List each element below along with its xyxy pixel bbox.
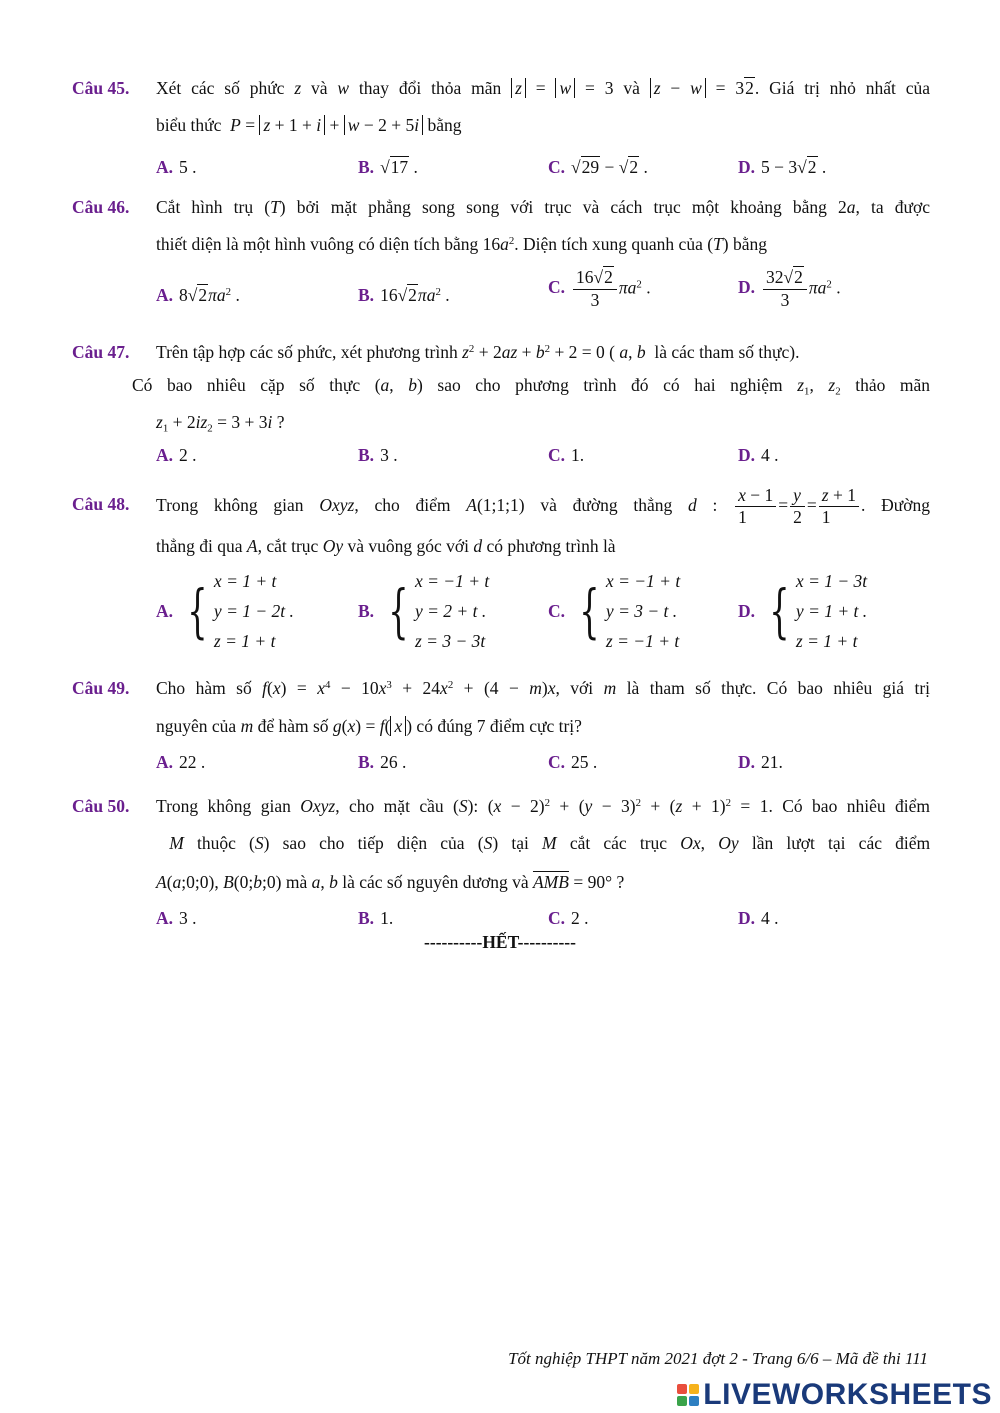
question-number: Câu 48. <box>72 494 130 514</box>
answer-option-c[interactable]: C. 1. <box>548 445 585 465</box>
question-stem: Trong không gian Oxyz, cho mặt cầu (S): $(x - 2)^2 + (y - 3)^2 + (z + 1)^2 = 1$. Có bao nhiêu điểm <box>156 796 931 816</box>
answer-option-a[interactable]: A. 3 . <box>156 908 197 928</box>
answer-option-c[interactable]: C. 2 . <box>548 908 589 928</box>
question-stem-line2: Có bao nhiêu cặp số thực (a, b) sao cho phương trình đó có hai nghiệm $z_1$, $z_2$ thảo mãn <box>132 375 931 398</box>
answer-option-b[interactable]: B. 26 . <box>358 752 407 772</box>
liveworksheets-logo <box>677 1378 992 1412</box>
answer-option-a[interactable]: A. 22 . <box>156 752 206 772</box>
question-stem-line2: M thuộc (S) sao cho tiếp diện của (S) tại M cắt các trục Ox, Oy lần lượt tại các điểm <box>169 833 931 853</box>
answer-option-c[interactable]: C. { x = −1 + t y = 3 − t . z = −1 + t <box>548 571 681 651</box>
question-number: Câu 46. <box>72 197 130 217</box>
answer-option-b[interactable]: B. 1. <box>358 908 394 928</box>
answer-option-a[interactable]: A. 2 . <box>156 445 197 465</box>
answer-option-c[interactable]: C. √29 − √2 . <box>548 157 648 177</box>
page-footer: Tốt nghiệp THPT năm 2021 đợt 2 - Trang 6/6 – Mã đề thi 111 <box>508 1349 928 1368</box>
question-number: Câu 45. <box>72 78 130 98</box>
answer-option-b[interactable]: B. √17 . <box>358 157 418 177</box>
answer-option-a[interactable]: A. { x = 1 + t y = 1 − 2t . z = 1 + t <box>156 571 294 651</box>
answer-option-a[interactable]: A. $8√2\pi a^2$ . <box>156 285 240 305</box>
question-stem: Trong không gian Oxyz, cho điểm A(1;1;1) và đường thẳng d : $\frac{x - 1}{1}$ = $\frac{y}{2}$ = $\frac{z + 1}{1}$ . Đường <box>156 484 930 528</box>
answer-option-d[interactable]: D. { x = 1 − 3t y = 1 + t . z = 1 + t <box>738 571 868 651</box>
answer-option-b[interactable]: B. 3 . <box>358 445 398 465</box>
question-stem-line3: A(a;0;0), B(0;b;0) mà a, b là các số nguyên dương và $\overline{AMB} = 90^\circ$ ? <box>156 872 625 892</box>
answer-option-d[interactable]: D. 21. <box>738 752 783 772</box>
logo-text: LIVEWORKSHEETS <box>703 1378 992 1411</box>
answer-option-c[interactable]: C. $\frac{16√2}{3}$ $\pi a^2$ . <box>548 267 651 310</box>
answer-option-d[interactable]: D. 4 . <box>738 445 779 465</box>
answer-option-a[interactable]: A. 5 . <box>156 157 197 177</box>
end-marker: ----------HẾT---------- <box>424 932 576 952</box>
question-stem-line3: $z_1 + 2iz_2 = 3 + 3i$ ? <box>156 412 285 435</box>
question-number: Câu 50. <box>72 796 130 816</box>
answer-option-d[interactable]: D. 4 . <box>738 908 779 928</box>
question-stem-line2: biểu thức P = z + 1 + i + w − 2 + 5i bằng <box>156 115 462 135</box>
question-number: Câu 47. <box>72 342 130 362</box>
question-number: Câu 49. <box>72 678 130 698</box>
answer-option-d[interactable]: D. 5 − 3√2 . <box>738 157 827 177</box>
question-stem: Cho hàm số $f(x) = x^4 - 10x^3 + 24x^2 + (4 - m)x$, với m là tham số thực. Có bao nhiêu giá trị <box>156 678 931 698</box>
question-stem-line2: thiết diện là một hình vuông có diện tích bằng $16a^2$. Diện tích xung quanh của (T) bằng <box>156 234 768 254</box>
question-stem-line2: nguyên của m để hàm số g(x) = f( x ) có đúng 7 điểm cực trị? <box>156 716 582 736</box>
answer-option-d[interactable]: D. $\frac{32√2}{3}$ $\pi a^2$ . <box>738 267 841 310</box>
logo-mark-icon <box>677 1384 699 1406</box>
question-stem: Trên tập hợp các số phức, xét phương trình $z^2 + 2az + b^2 + 2 = 0$ ( a, b là các tham số thực). <box>156 342 800 362</box>
answer-option-c[interactable]: C. 25 . <box>548 752 598 772</box>
question-stem: Xét các số phức z và w thay đổi thỏa mãn z = w = 3 và z − w = 32. Giá trị nhỏ nhất của <box>156 78 931 98</box>
question-stem-line2: thẳng đi qua A, cắt trục Oy và vuông góc với d có phương trình là <box>156 536 616 556</box>
answer-option-b[interactable]: B. { x = −1 + t y = 2 + t . z = 3 − 3t <box>358 571 490 651</box>
question-stem: Cắt hình trụ (T) bởi mặt phẳng song song với trục và cách trục một khoảng bằng 2a, ta được <box>156 197 930 217</box>
answer-option-b[interactable]: B. $16√2\pi a^2$ . <box>358 285 450 305</box>
